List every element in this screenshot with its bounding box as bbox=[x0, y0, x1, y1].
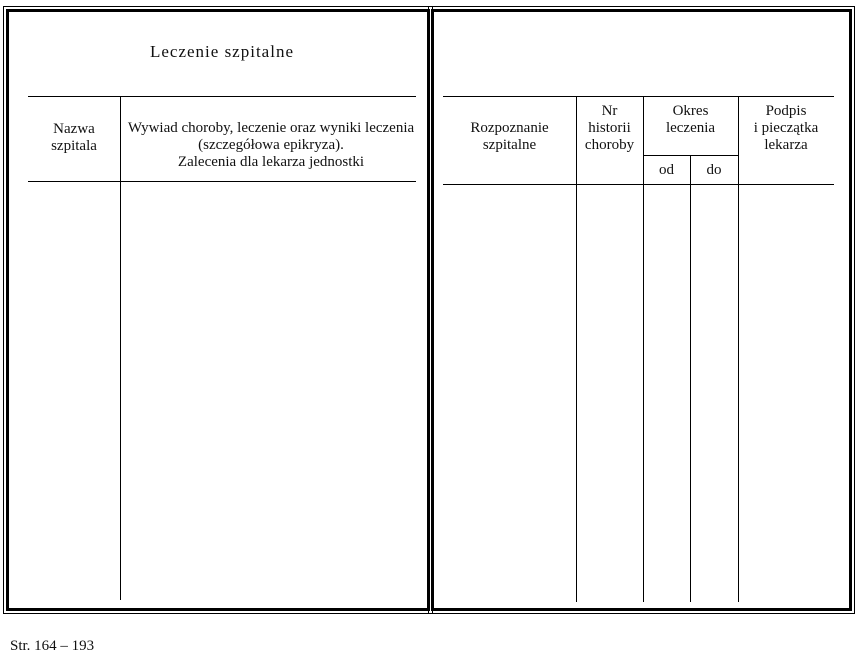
column-header-treatment-period: Okres leczenia bbox=[665, 103, 716, 136]
column-header-diagnosis: Rozpoznanie szpitalne bbox=[470, 120, 549, 153]
right-col-divider-4 bbox=[738, 96, 739, 602]
page-reference: Str. 164 – 193 bbox=[10, 638, 95, 654]
section-title: Leczenie szpitalne bbox=[149, 42, 294, 61]
right-table-top-rule bbox=[443, 96, 834, 97]
left-page-frame bbox=[6, 9, 430, 611]
medical-history-line-2: (szczegółowa epikryza). bbox=[198, 137, 344, 153]
column-header-from: od bbox=[659, 162, 674, 178]
column-header-to: do bbox=[706, 162, 722, 178]
right-col-divider-3 bbox=[690, 155, 691, 602]
right-table-header-rule bbox=[443, 184, 834, 185]
column-header-medical-history bbox=[120, 120, 422, 171]
column-header-record-number: Nr historii choroby bbox=[584, 103, 635, 153]
right-page-frame bbox=[431, 9, 852, 611]
left-table-header-rule bbox=[28, 181, 416, 182]
column-header-doctor-signature: Podpis i pieczątka lekarza bbox=[753, 103, 819, 153]
right-col-divider-1 bbox=[576, 96, 577, 602]
medical-history-line-1: Wywiad choroby, leczenie oraz wyniki leczenia bbox=[127, 120, 415, 136]
left-table-top-rule bbox=[28, 96, 416, 97]
medical-history-line-3: Zalecenia dla lekarza jednostki bbox=[177, 154, 365, 170]
column-header-hospital-name: Nazwa szpitala bbox=[51, 121, 97, 154]
left-table-column-divider bbox=[120, 96, 121, 600]
